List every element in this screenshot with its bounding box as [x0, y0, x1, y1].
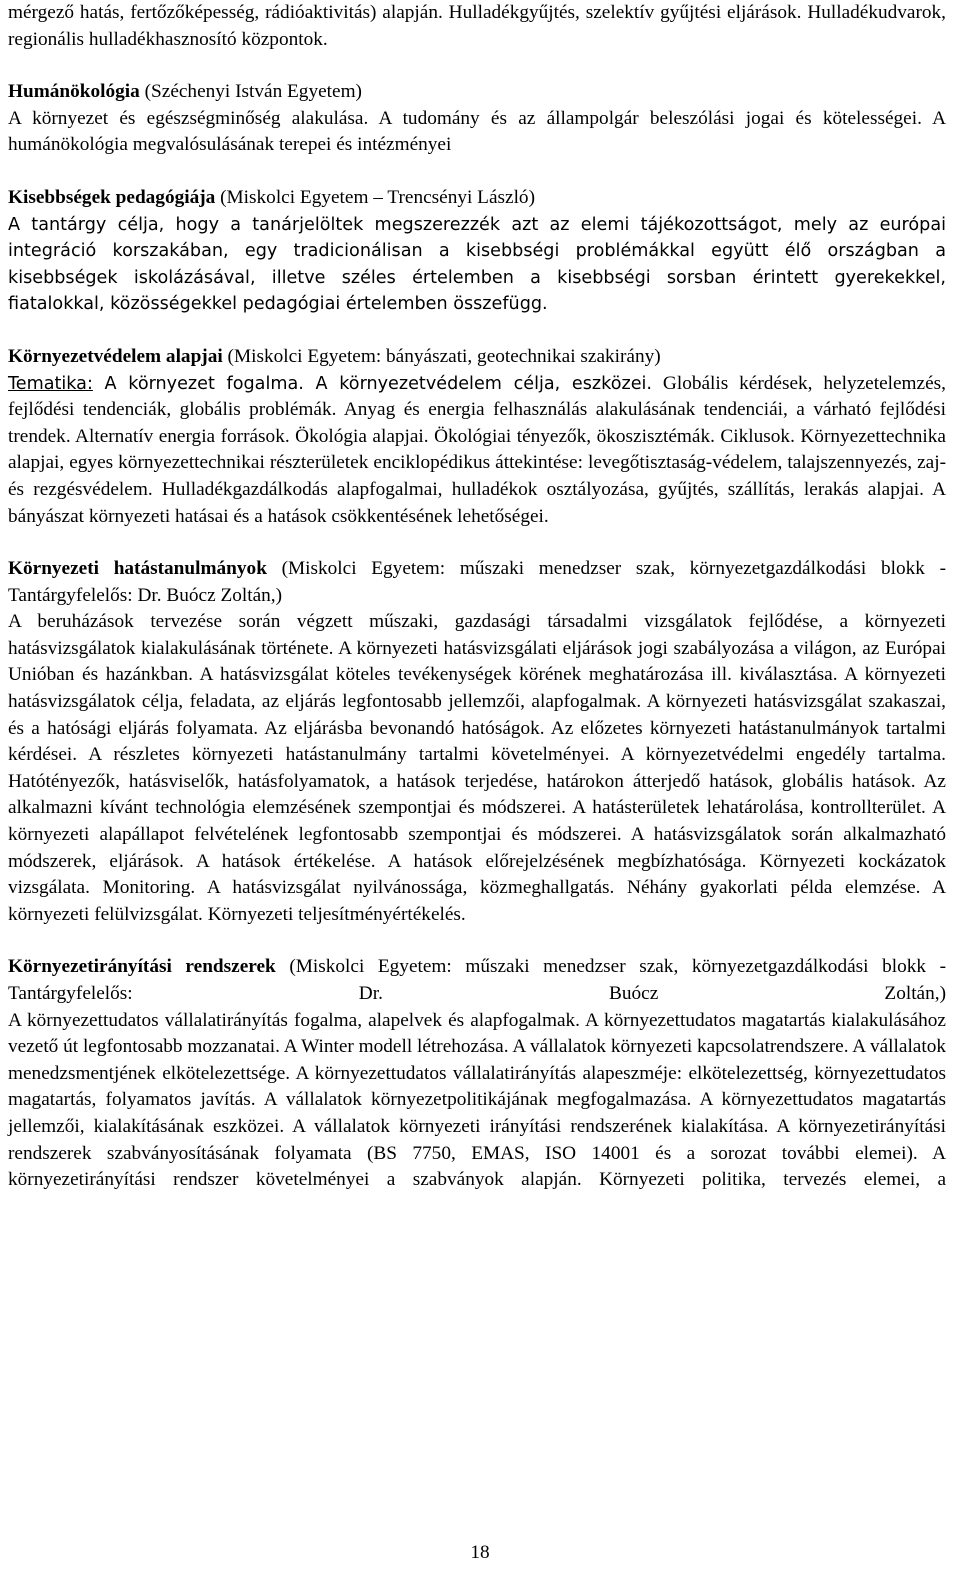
section-meta: (Széchenyi István Egyetem) — [139, 81, 362, 103]
section-body: A környezettudatos vállalatirányítás fogalma, alapelvek és alapfogalmak. A környezettudatos magatartás kialakulásához vezető út legfontosabb mozzanatai. A Winter modell létrehozása. A vállalatok környezeti kapcsolatrendszere. A vállalatok menedzsmentjének elkötelezettsége. A környezettudatos vállalatirányítás alapeszméje: elkötelezettség, környezettudatos magatartás, folyamatos javítás. A vállalatok környezetpolitikájának megfogalmazása. A környezettudatos magatartás jellemzői, kialakításának eszközei. A vállalatok környezeti irányítási rendszerének kialakítása. A környezetirányítási rendszerek szabványosításának folyamata (BS 7750, EMAS, ISO 14001 és a sorozat további elemei). A környezetirányítási rendszer követelményei a szabványok alapján. Környezeti politika, tervezés elemei, a — [8, 1009, 946, 1191]
tematika-label: Tematika: — [8, 373, 93, 394]
section-meta: (Miskolci Egyetem: műszaki menedzser szak, környezetgazdálkodási blokk - Tantárgyfelelős: Dr. Buócz Zoltán,) — [8, 956, 946, 1004]
paragraph-gap — [8, 530, 946, 556]
section-meta: (Miskolci Egyetem: bányászati, geotechnikai szakirány) — [222, 345, 661, 367]
document-page — [8, 0, 946, 1194]
section-meta: (Miskolci Egyetem – Trencsényi László) — [215, 186, 535, 208]
section-humanokologia — [8, 79, 946, 159]
section-kornyezeti-hatastanulmanyok — [8, 556, 946, 928]
paragraph-gap — [8, 53, 946, 79]
section-body-sans: A környezet fogalma. A környezetvédelem célja, eszközei. — [92, 373, 653, 394]
section-body: Globális kérdések, helyzetelemzés, fejlődési tendenciák, globális problémák. Anyag és energia felhasználás alakulásának tendenciái, a várható fejlődési trendek. Alternatív energia források. Ökológia alapjai. Ökológiai tényezők, ökoszisztémák. Ciklusok. Környezettechnika alapjai, egyes környezettechnikai részterületek enciklopédikus áttekintése: levegőtisztaság-védelem, talajszennyezés, zaj- és rezgésvédelem. Hulladékgazdálkodás alapfogalmai, hulladékok osztályozása, gyűjtés, szállítás, lerakás alapjai. A bányászat környezeti hatásai és a hatások csökkentésének lehetőségei. — [8, 372, 946, 527]
section-body: A környezet és egészségminőség alakulása. A tudomány és az állampolgár beleszólási jogai és kötelességei. A humánökológia megvalósulásának terepei és intézményei — [8, 107, 946, 156]
section-title: Környezetvédelem alapjai — [8, 345, 223, 367]
section-body: A beruházások tervezése során végzett műszaki, gazdasági társadalmi vizsgálatok fejlődése, a környezeti hatásvizsgálatok kialakulásának története. A környezeti hatásvizsgálati eljárások jogi szabályozása a világon, az Európai Unióban és hazánkban. A hatásvizsgálat köteles tevékenységek körének meghatározása ill. kiválasztása. A környezeti hatásvizsgálatok célja, feladata, az eljárás legfontosabb jellemzői, alapfogalmak. A környezeti hatásvizsgálat szakaszai, és a hatósági eljárás folyamata. Az eljárásba bevonandó hatóságok. Az előzetes környezeti hatástanulmányok tartalmi kérdései. A részletes környezeti hatástanulmány tartalmi követelményei. A környezetvédelmi engedély tartalma. Hatótényezők, hatásviselők, hatásfolyamatok, a hatások terjedése, határokon átterjedő hatások, globális hatások. Az alkalmazni kívánt technológia elemzésének szempontjai és módszerei. A hatásterületek lehatárolása, kontrollterület. A környezeti alapállapot felvételének legfontosabb szempontjai és módszerei. A hatásvizsgálatok során alkalmazható módszerek, eljárások. A hatások értékelése. A hatások előrejelzésének megbízhatósága. Környezeti kockázatok vizsgálata. Monitoring. A hatásvizsgálat nyilvánossága, közmeghallgatás. Néhány gyakorlati példa elemzése. A környezeti felülvizsgálat. Környezeti teljesítményértékelés. — [8, 611, 946, 925]
section-title: Környezetirányítási rendszerek — [8, 956, 276, 978]
section-kisebbsegek-pedagogiaja — [8, 185, 946, 318]
section-title: Humánökológia — [8, 81, 140, 103]
paragraph-gap — [8, 318, 946, 344]
paragraph-gap — [8, 159, 946, 185]
section-kornyezetiranyitasi-rendszerek — [8, 954, 946, 1193]
section-meta: (Miskolci Egyetem: műszaki menedzser szak, környezetgazdálkodási blokk - Tantárgyfelelős: Dr. Buócz Zoltán,) — [8, 558, 946, 606]
section-title: Kisebbségek pedagógiája — [8, 186, 216, 208]
page-number: 18 — [470, 1542, 490, 1563]
paragraph-gap — [8, 928, 946, 954]
section-kornyezetvedelem-alapjai — [8, 344, 946, 530]
section-body: A tantárgy célja, hogy a tanárjelöltek megszerezzék azt az elemi tájékozottságot, mely az európai integráció korszakában, egy tradicionálisan a kisebbségi problémákkal együtt élő országban a kisebbségek iskolázásával, illetve széles értelemben a kisebbségi sorsban érintett gyerekekkel, fiatalokkal, közösségekkel pedagógiai értelemben összefügg. — [8, 214, 946, 315]
section-title: Környezeti hatástanulmányok — [8, 558, 267, 580]
intro-paragraph: mérgező hatás, fertőzőképesség, rádióaktivitás) alapján. Hulladékgyűjtés, szelektív gyűjtési eljárások. Hulladékudvarok, regionális hulladékhasznosító központok. — [8, 2, 946, 50]
